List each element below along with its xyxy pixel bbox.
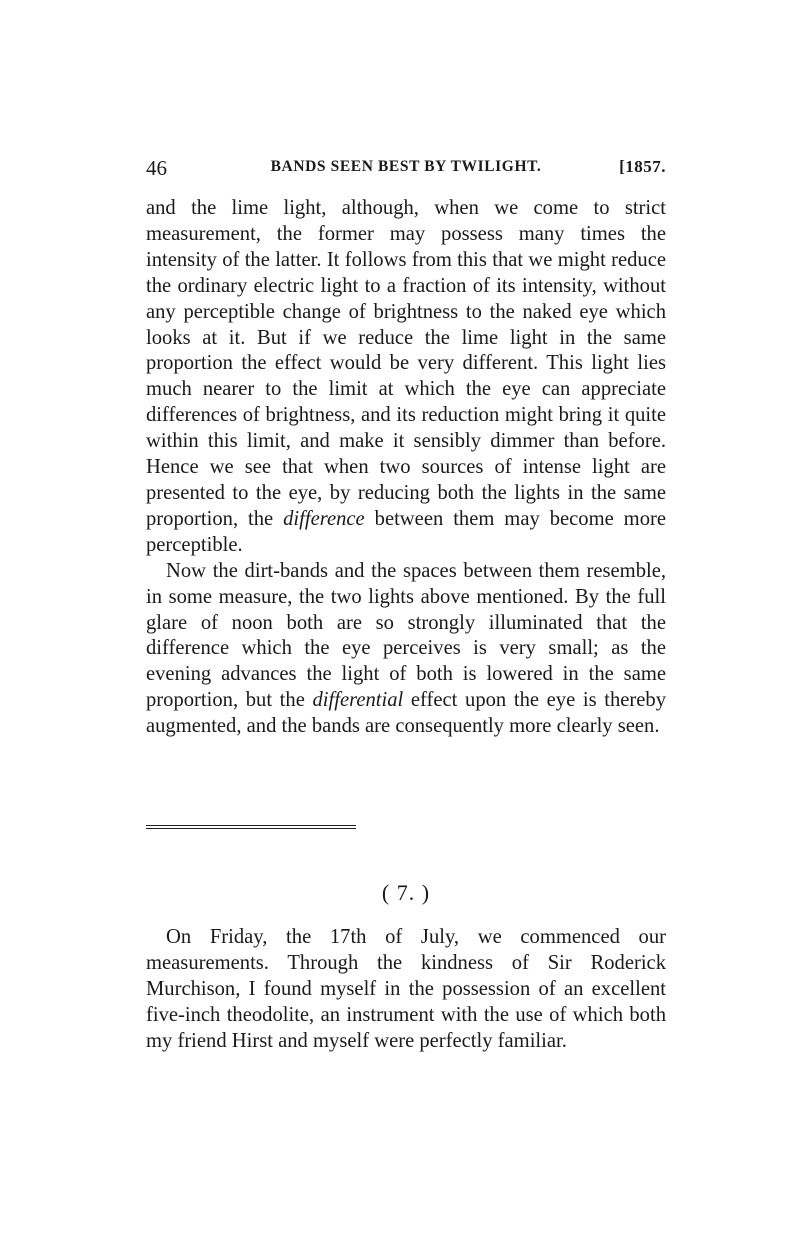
paragraph-1-emphasis: difference bbox=[283, 507, 365, 530]
paragraph-1-text-a: and the lime light, although, when we come to strict measurement, the former may possess many times the intensity of the latter. It follows from this that we might reduce the ordinary electric light to a fraction of its intensity, without any perceptible change of brightness to the naked eye which looks at it. But if we reduce the lime light in the same proportion the effect would be very different. This light lies much nearer to the limit at which the eye can appreciate differences of brightness, and its reduction might bring it quite within this limit, and make it sensibly dimmer than before. Hence we see that when two sources of intense light are presented to the eye, by reducing both the lights in the same proportion, the bbox=[146, 197, 666, 530]
section-number: ( 7. ) bbox=[381, 880, 431, 905]
page-number: 46 bbox=[146, 156, 167, 180]
paragraph-2 bbox=[146, 559, 666, 740]
paragraph-2-emphasis: differential bbox=[312, 689, 404, 712]
paragraph-2-text-b: effect upon the eye is thereby augmented, and the bands are consequently more clearly seen. bbox=[146, 689, 666, 738]
paragraph-1-text-b: between them may become more perceptible. bbox=[146, 507, 666, 556]
divider-line-top bbox=[146, 825, 356, 826]
paragraph-1 bbox=[146, 196, 666, 740]
paragraph-3-text: On Friday, the 17th of July, we commenced our measurements. Through the kindness of Sir Roderick Murchison, I found myself in the possession of an excellent five-inch theodolite, an instrument with the use of which both my friend Hirst and myself were perfectly familiar. bbox=[146, 926, 666, 1052]
paragraph-2-text-a: Now the dirt-bands and the spaces between them resemble, in some measure, the two lights above mentioned. By the full glare of noon both are so strongly illuminated that the difference which the eye perceives is very small; as the evening advances the light of both is lowered in the same proportion, but the bbox=[146, 559, 666, 712]
running-title: BANDS SEEN BEST BY TWILIGHT. bbox=[270, 158, 542, 175]
section-divider-rule bbox=[146, 825, 356, 830]
paragraph-3 bbox=[146, 925, 666, 1055]
book-page bbox=[146, 0, 666, 1237]
divider-line-bottom bbox=[146, 828, 356, 829]
header-year: [1857. bbox=[619, 157, 666, 176]
page-header bbox=[146, 156, 666, 182]
paragraph-1-body bbox=[146, 196, 666, 559]
